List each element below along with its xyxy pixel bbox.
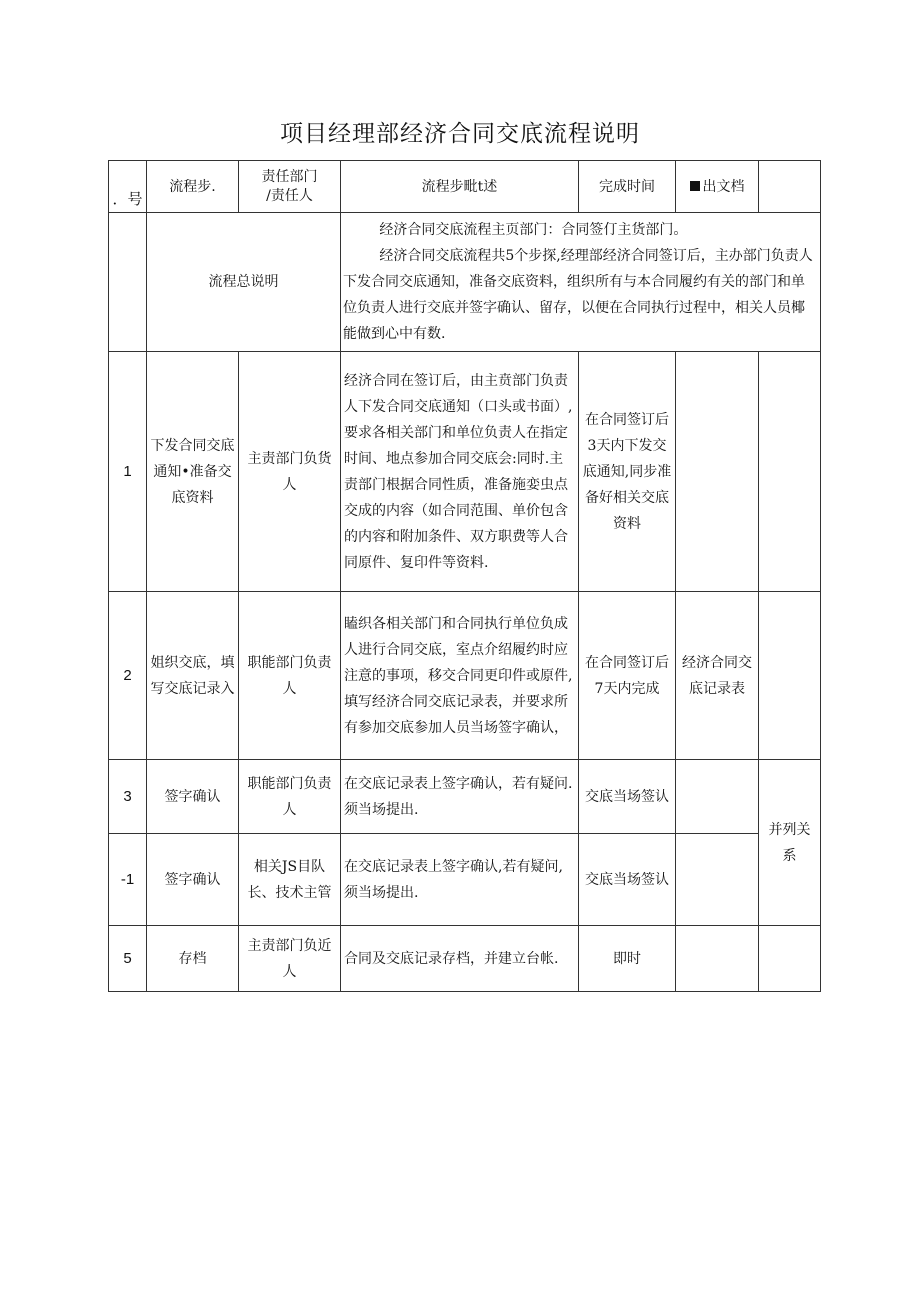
row-dept: 主责部门负近人 (239, 926, 341, 992)
table-row (109, 352, 821, 592)
row-doc (676, 352, 759, 592)
header-time: 完成时间 (579, 161, 676, 213)
row-dept: 职能部门负责人 (239, 592, 341, 760)
row-note (759, 926, 821, 992)
row-step: 存档 (147, 926, 239, 992)
header-desc: 流程步毗t述 (341, 161, 579, 213)
row-no: 5 (109, 926, 147, 992)
row-desc: 合同及交底记录存档，并建立台帐. (341, 926, 579, 992)
row-step: 签字确认 (147, 834, 239, 926)
row-dept: 相关JS目队长、技术主管 (239, 834, 341, 926)
row-doc (676, 926, 759, 992)
document-title: 项目经理部经济合同交底流程说明 (280, 121, 640, 147)
row-time: 在合同签订后3天内下发交底通知,同步准备好相关交底资料 (579, 352, 676, 592)
overview-row (109, 213, 821, 352)
header-dept-line2: /责任人 (266, 187, 313, 204)
process-table (108, 160, 821, 992)
row-desc: 经济合同在签订后，由主贲部门负责人下发合同交底通知（口头或书面）,要求各相关部门和单位负责人在指定时间、地点参加合同交底会:同时.主责部门根据合同性质，准备施娈虫点交成的内容（如合同范围、单价包含的内容和附加条件、双方职费等人合同原件、复印件等资料. (341, 352, 579, 592)
black-square-icon (690, 181, 700, 191)
table-row (109, 592, 821, 760)
row-step: 下发合同交底通知•准备交底资料 (147, 352, 239, 592)
overview-line1: 经济合同交底流程主页部门：合同签仃主货部门。 (379, 222, 688, 238)
row-step: 姐织交底，填写交底记录入 (147, 592, 239, 760)
parallel-note-text: 并列关系 (768, 821, 811, 864)
row-time: 交底当场签认 (579, 834, 676, 926)
row-no: 2 (109, 592, 147, 760)
overview-line2: 经济合同交底流程共5个步探,经理部经济合同签订后，主办部门负责人下发合同交底通知，准备交底资料，组织所有与本合同履约有关的部门和单位负责人进行交底并签字确认、留存，以便在合同执行过程中，相关人员椰能做到心中有数. (343, 248, 813, 342)
header-dept-line1: 责任部门 (261, 168, 318, 185)
row-doc: 经济合同交底记录表 (676, 592, 759, 760)
header-doc (676, 161, 759, 213)
overview-label: 流程总说明 (147, 213, 341, 352)
row-no: 1 (109, 352, 147, 592)
row-no: 3 (109, 760, 147, 834)
row-desc: 瞌织各相关部门和合同执行单位负成人进行合同交底，室点介绍履约时应注意的事项，移交合同更印件或原件,填写经济合同交底记录表，并要求所有参加交底参加人员当场签字确认， (341, 592, 579, 760)
row-step: 签字确认 (147, 760, 239, 834)
row-no: -1 (109, 834, 147, 926)
row-dept: 主责部门负货人 (239, 352, 341, 592)
row-desc: 在交底记录表上签字确认，若有疑问.须当场提出. (341, 760, 579, 834)
row-desc: 在交底记录表上签字确认,若有疑问,须当场提出. (341, 834, 579, 926)
table-row (109, 926, 821, 992)
table-row (109, 760, 821, 834)
header-no: ．号 (109, 161, 147, 213)
header-dept (239, 161, 341, 213)
overview-desc (341, 213, 821, 352)
header-row (109, 161, 821, 213)
row-doc (676, 760, 759, 834)
row-dept: 职能部门负责人 (239, 760, 341, 834)
row-note (759, 592, 821, 760)
row-time: 在合同签订后7天内完成 (579, 592, 676, 760)
row-time: 交底当场签认 (579, 760, 676, 834)
header-note (759, 161, 821, 213)
header-doc-label: 出文档 (702, 178, 745, 195)
header-step: 流程步. (147, 161, 239, 213)
parallel-note (759, 760, 821, 926)
row-time: 即时 (579, 926, 676, 992)
overview-no (109, 213, 147, 352)
table-row (109, 834, 821, 926)
row-note (759, 352, 821, 592)
row-doc (676, 834, 759, 926)
